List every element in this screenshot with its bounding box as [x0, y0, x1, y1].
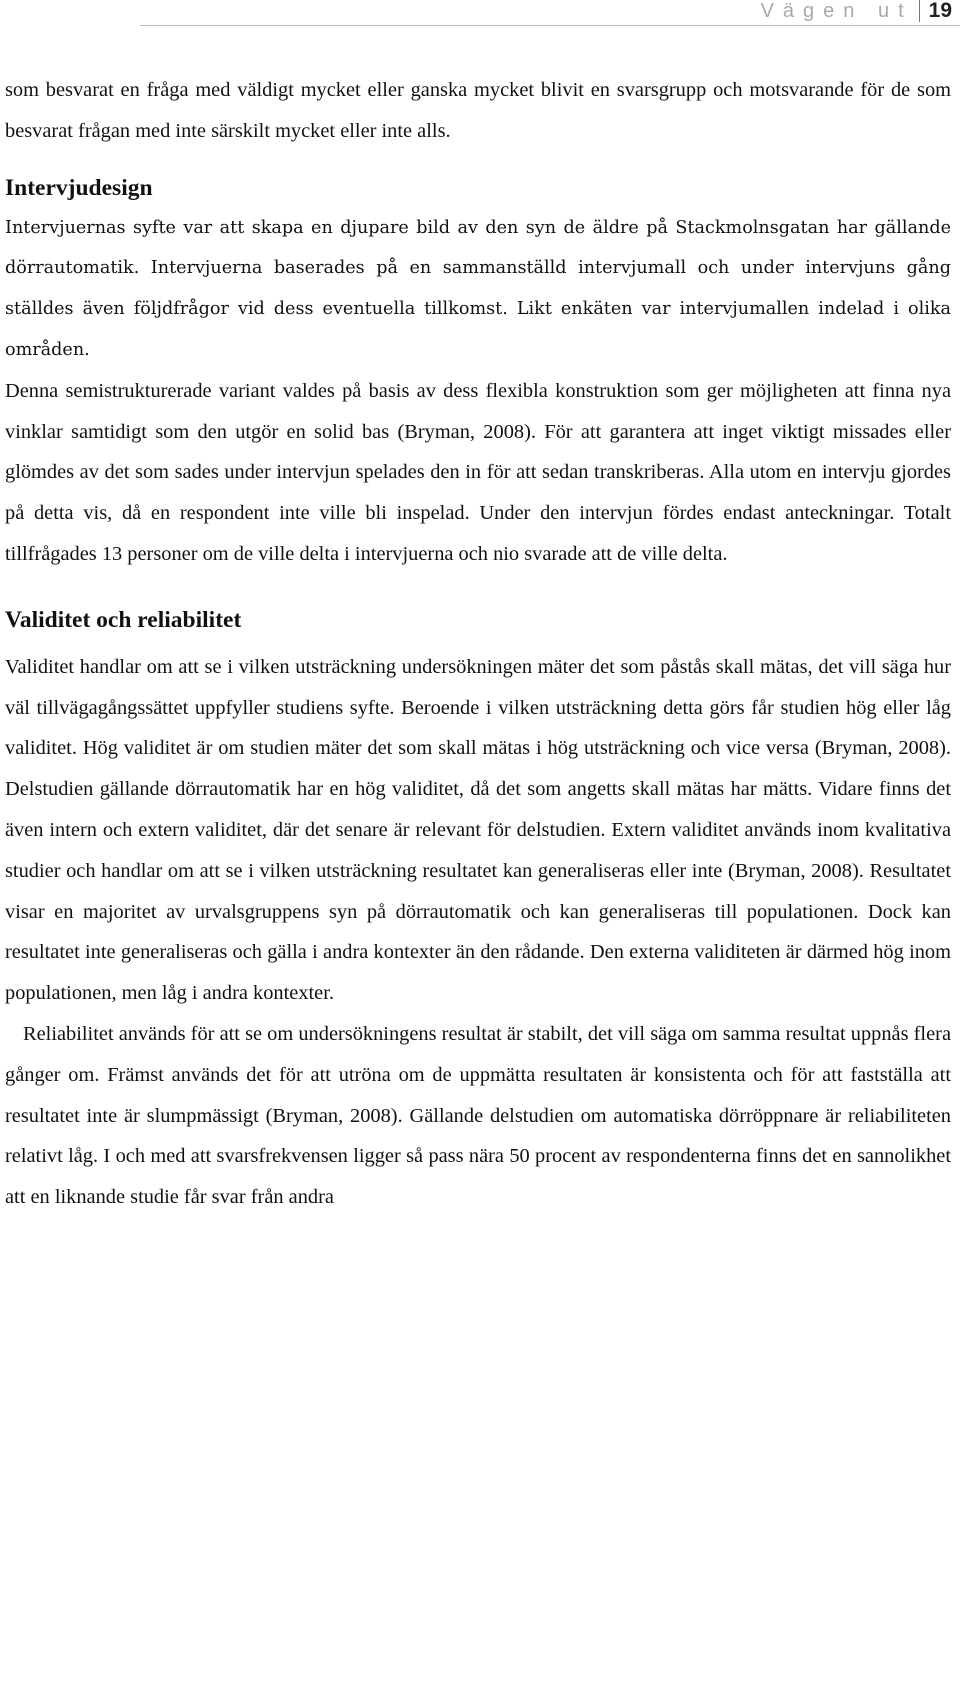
- validitet-paragraph-1: Validitet handlar om att se i vilken utsträckning undersökningen mäter det som påstås skall mätas, det vill säga hur väl tillvägagångssättet uppfyller studiens syfte. Beroende i vilken utsträckning detta görs får studien hög eller låg validitet. Hög validitet är om studien mäter det som skall mätas i hög utsträckning och vice versa (Bryman, 2008). Delstudien gällande dörrautomatik har en hög validitet, då det som angetts skall mätas har mätts. Vidare finns det även intern och extern validitet, där det senare är relevant för delstudien. Extern validitet används inom kvalitativa studier och handlar om att se i vilken utsträckning resultatet kan generaliseras eller inte (Bryman, 2008). Resultatet visar en majoritet av urvalsgruppens syn på dörrautomatik och kan generaliseras till populationen. Dock kan resultatet inte generaliseras och gälla i andra kontexter än den rådande. Den externa validiteten är därmed hög inom populationen, men låg i andra kontexter.: [5, 655, 951, 1005]
- page-header: [761, 0, 952, 22]
- page-number: 19: [919, 0, 952, 22]
- section-heading-intervjudesign: Intervjudesign: [5, 174, 153, 201]
- header-rule: [140, 25, 960, 26]
- reliabilitet-paragraph: Reliabilitet används för att se om undersökningens resultat är stabilt, det vill säga om samma resultat uppnås flera gånger om. Främst används det för att utröna om de uppmätta resultaten är konsistenta och för att fastställa att resultatet inte är slumpmässigt (Bryman, 2008). Gällande delstudien om automatiska dörröppnare är reliabiliteten relativt låg. I och med att svarsfrekvensen ligger så pass nära 50 procent av respondenterna finns det en sannolikhet att en liknande studie får svar från andra: [5, 1022, 951, 1209]
- intro-paragraph: som besvarat en fråga med väldigt mycket eller ganska mycket blivit en svarsgrupp och motsvarande för de som besvarat frågan med inte särskilt mycket eller inte alls.: [5, 79, 951, 142]
- section-heading-validitet: Validitet och reliabilitet: [5, 606, 242, 633]
- running-title: Vägen ut: [760, 0, 913, 22]
- intervjudesign-paragraph-2: Denna semistrukturerade variant valdes på basis av dess flexibla konstruktion som ger möjligheten att finna nya vinklar samtidigt som den utgör en solid bas (Bryman, 2008). För att garantera att inget viktigt missades eller glömdes av det som sades under intervjun spelades den in för att sedan transkriberas. Alla utom en intervju gjordes på detta vis, då en respondent inte ville bli inspelad. Under den intervjun fördes endast anteckningar. Totalt tillfrågades 13 personer om de ville delta i intervjuerna och nio svarade att de ville delta.: [5, 379, 951, 565]
- intervjudesign-paragraph-1: Intervjuernas syfte var att skapa en djupare bild av den syn de äldre på Stackmolnsgatan har gällande dörrautomatik. Intervjuerna baserades på en sammanställd intervjumall och under intervjuns gång ställdes även följdfrågor vid dess eventuella tillkomst. Likt enkäten var intervjumallen indelad i olika områden.: [5, 217, 951, 360]
- document-body: [5, 70, 951, 1218]
